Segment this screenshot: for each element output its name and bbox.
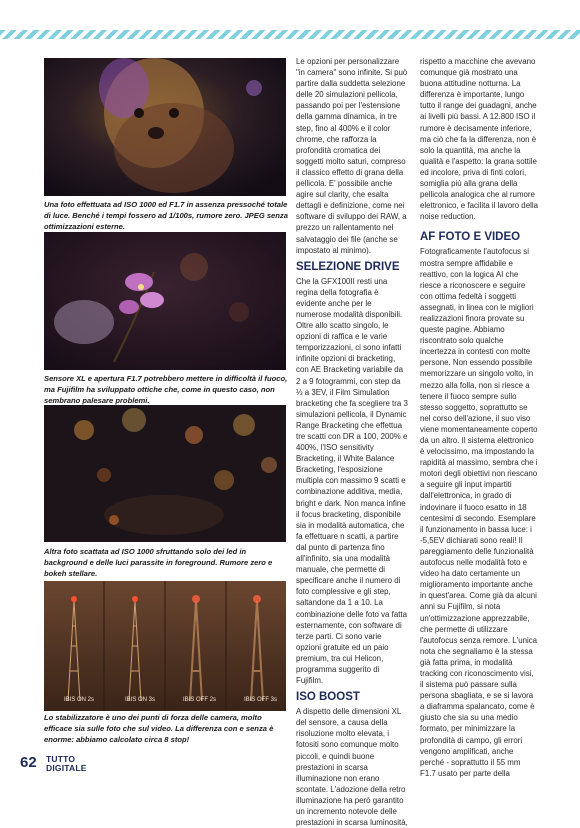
heading-iso-boost: ISO BOOST xyxy=(296,691,360,704)
logo-line-1: TUTTO xyxy=(46,754,76,764)
photo-dog xyxy=(44,58,286,196)
photo-bokeh-leds xyxy=(44,405,286,542)
paragraph-drive: Che la GFX100II resti una regina della fotografia è evidente anche per le numerose modalità disponibili. Oltre allo scatto singolo, le opzioni di raffica e le varie temporizzazioni, ci sono infatti infinite opzioni di bracketing, con AE Bracketing variabile da 2 a 9 fotogrammi, con step da ⅓ a 3EV, il Film Simulation bracketing che fa scegliere tra 3 simulazioni pellicola, il Dynamic Range Bracketing che effettua tre scatti con DR a 100, 200% e 400%, l'ISO sensitivity Bracketing, il White Balance Bracketing, l'esposizione multipla con massimo 9 scatti e combinazione additiva, media, bright e dark. Non manca infine il focus bracketing, disponibile sia in modalità automatica, che fa effettuare n scatti, a partire dal punto di partenza fino all'infinito, sia una modalità manuale, che permette di specificare anche il numero di foto complessive e gli step, saltandone da 1 a 10. La combinazione delle foto va fatta esternamente, con software di terze parti. Ci sono varie opzioni gratuite ed un paio premium, tra cui Helicon, programma suggerito di Fujifilm. xyxy=(296,276,408,686)
ibis-label-on-2s: IBIS ON 2s xyxy=(64,697,95,703)
magazine-logo xyxy=(46,755,86,773)
caption-photo-3: Altra foto scattata ad ISO 1000 sfruttando solo dei led in background e delle luci parassite in foreground. Rumore zero e bokeh stellare. xyxy=(44,547,273,578)
ibis-label-off-3s: IBIS OFF 3s xyxy=(244,697,278,703)
ibis-label-on-3s: IBIS ON 3s xyxy=(125,697,156,703)
caption-photo-4: Lo stabilizzatore è uno dei punti di forza delle camera, molto efficace sia sulle foto che sul video. La differenza con e senza è enorme: abbiamo calcolato circa 8 stop! xyxy=(44,713,274,744)
heading-af-foto-video: AF FOTO E VIDEO xyxy=(420,231,521,244)
paragraph-intro: Le opzioni per personalizzare "in camera" sono infinite. Si può partire dalla suddetta selezione delle 20 simulazioni pellicola, passando poi per l'estensione della gamma dinamica, in tre step, fino al 400% e il color chrome, che rafforza la profondità cromatica dei soggetti molto saturi, compreso il classico effetto di grana della pellicola. E' possibile anche agire sul clarity, che esalta dettagli e definizione, come nei software di sviluppo dei RAW, a prezzo un rallentamento nel salvataggio dei file (anche se impostato al minimo). xyxy=(296,57,408,255)
page-number: 62 xyxy=(20,754,37,771)
logo-line-2: DIGITALE xyxy=(46,763,87,773)
caption-photo-2: Sensore XL e apertura F1.7 potrebbero mettere in difficoltà il fuoco, ma Fujifilm ha sviluppato ottiche che, come in questo caso, non sembrano palesare problemi. xyxy=(44,374,288,405)
photo-ibis-comparison xyxy=(44,581,286,711)
photo-orchid xyxy=(44,232,286,370)
caption-photo-1: Una foto effettuata ad ISO 1000 ed F1.7 in assenza pressoché totale di luce. Benché i tempi fossero ad 1/100s, rumore zero. JPEG senza ottimizzazioni esterne. xyxy=(44,200,288,231)
paragraph-af: Fotograficamente l'autofocus si mostra sempre affidabile e reattivo, con la logica AI che riesce a riconoscere e seguire con ottima fedeltà i soggetti assegnati, in linea con le migliori realizzazioni finora provate su queste pagine. Abbiamo riscontrato solo qualche incertezza in contesti con molte persone. Non essendo possibile memorizzare un singolo volto, in mezzo alla folla, non si riesce a tenere il fuoco sempre sullo stesso soggetto, soprattutto se nel corso dell'azione, il suo viso viene momentaneamente coperto da un altro. Il sistema elettronico è velocissimo, ma impostando la rapidità al massimo, sembra che i motori degli obiettivi non riescano a seguire gli input impartiti dall'elettronica, in grado di indovinare il fuoco esatto in 18 centesimi di secondo. Esemplare il funzionamento in bassa luce: i -5,5EV dichiarati sono reali! Il pareggiamento delle funzionalità autofocus nelle modalità foto e video ha dato certamente un miglioramento importante anche in quest'area. Come già da alcuni anni su Fujifilm, si nota un'ottimizzazione apprezzabile, che permette di utilizzare l'autofocus senza remore. L'unica nota che segnaliamo è la stessa già fatta prima, in modalità tracking con riconoscimento visi, il sistema può passare sulla persona sbagliata, e se si lavora a diaframma spalancato, come è giusto che sia su una medio formato, per minimizzare la profondità di campo, gli errori vengono amplificati, anche perché - soprattutto il 55 mm F1.7 usato per parte della xyxy=(420,247,538,778)
text-column-right xyxy=(420,56,538,779)
paragraph-iso-boost: A dispetto delle dimensioni XL del sensore, a causa della risoluzione molto elevata, i fotositi sono comunque molto piccoli, e quindi buone prestazioni in scarsa illuminazione non erano scontate. L'adozione della retro illuminazione ha però garantito un incremento notevole delle prestazioni in scarsa luminosità, xyxy=(296,707,408,828)
heading-selezione-drive: SELEZIONE DRIVE xyxy=(296,260,400,273)
text-column-middle xyxy=(296,56,408,828)
decorative-stripe-band xyxy=(0,30,580,39)
paragraph-noise: rispetto a macchine che avevano comunque già mostrato una buona attitudine notturna. La differenza è importante, lungo tutto il range dei guadagni, anche ai livelli più bassi. A 12.800 ISO il rumore è decisamente inferiore, ma ciò che fa la differenza, non è solo la quantità, ma anche la qualità e l'aspetto: la grana sottile ed incolore, priva di finti colori, somiglia più alla grana della pellicola analogica che al rumore elettronico, e facilita il lavoro della noise reduction. xyxy=(420,57,538,222)
ibis-label-off-2s: IBIS OFF 2s xyxy=(183,697,217,703)
